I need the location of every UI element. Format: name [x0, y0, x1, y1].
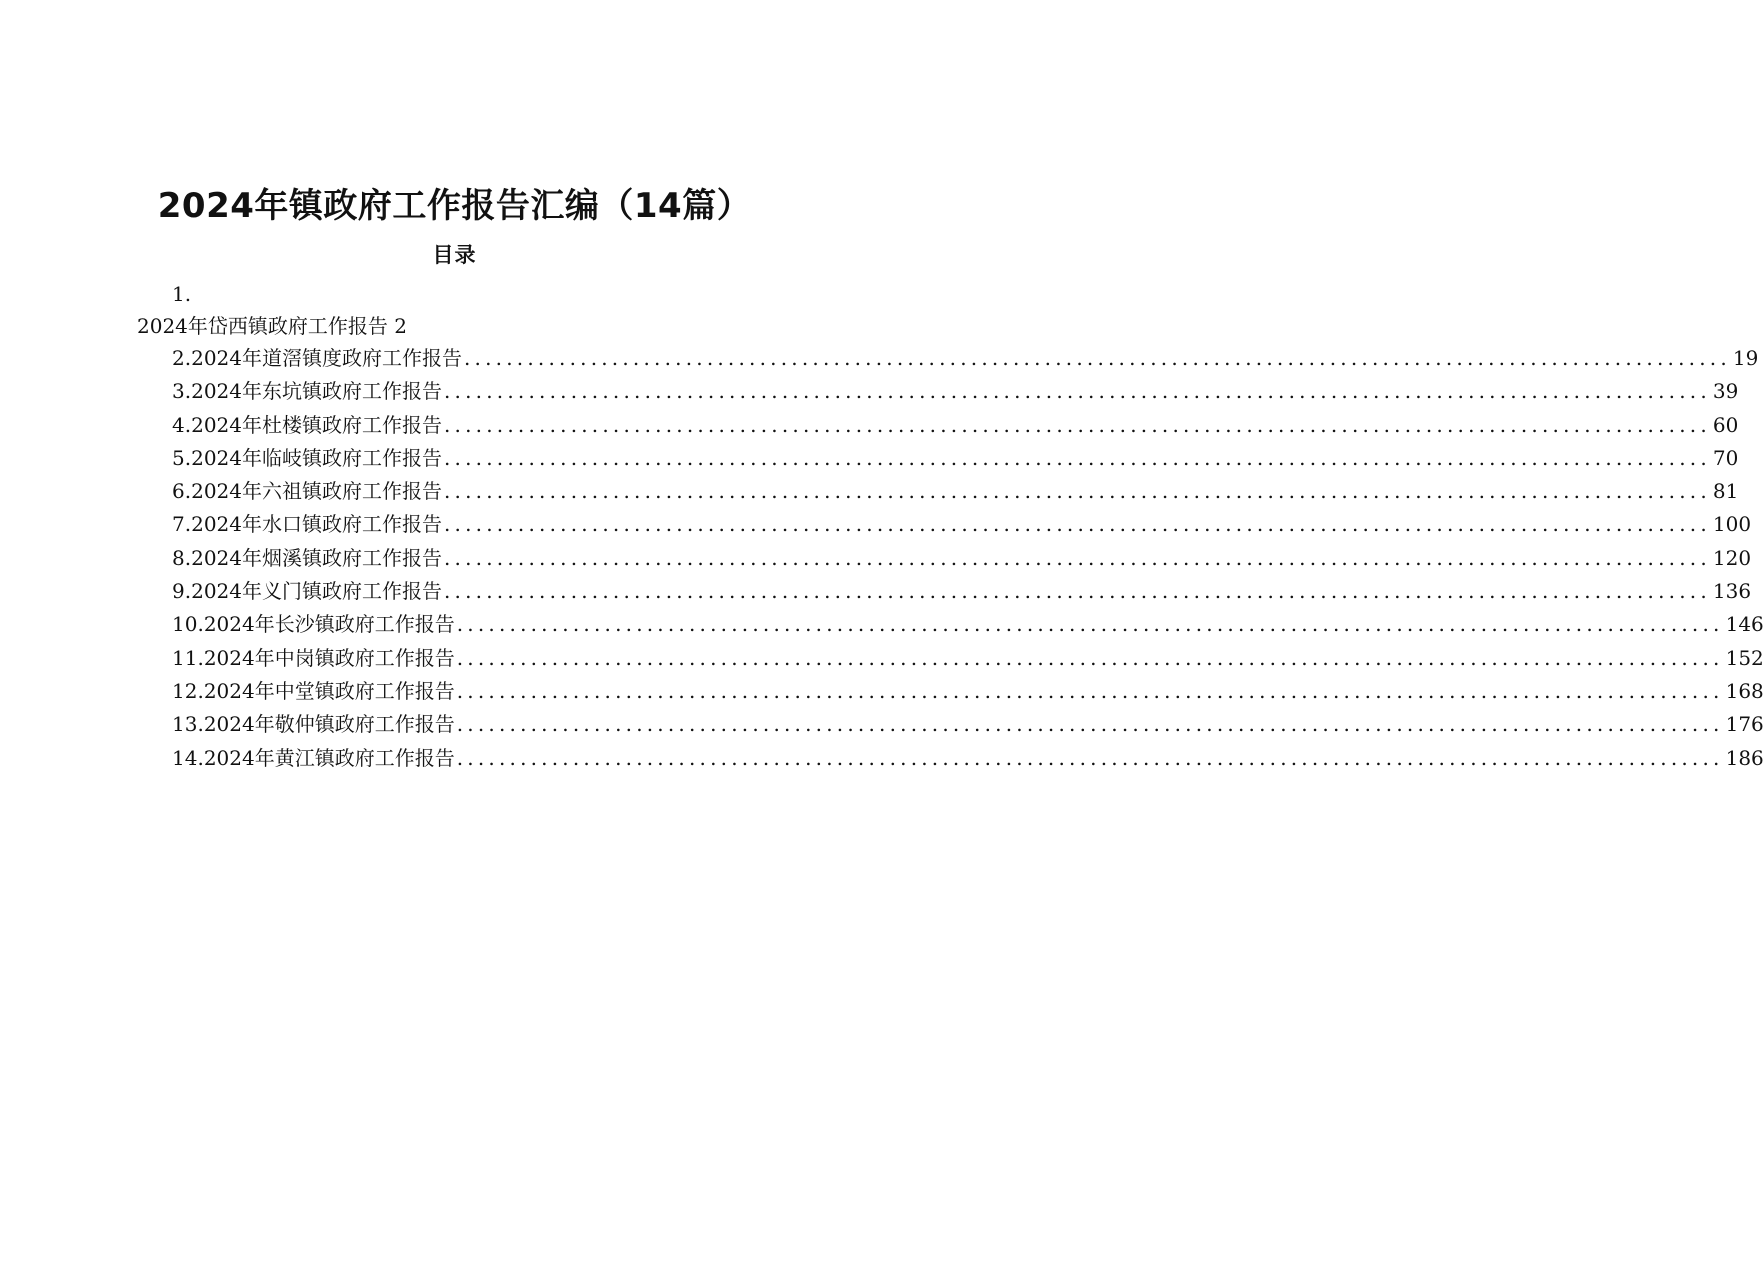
toc-page-number: 152 — [1725, 645, 1764, 670]
toc-page-number: 100 — [1712, 512, 1752, 537]
toc-entry[interactable] — [172, 478, 1739, 511]
toc-page-number: 60 — [1712, 412, 1739, 437]
toc-dot-leader: ........................................................................................................................ — [444, 445, 1711, 470]
toc-entry[interactable] — [172, 345, 1759, 378]
toc-page-number: 176 — [1725, 712, 1764, 737]
toc-dot-leader: ........................................................................................................................ — [464, 346, 1731, 370]
toc-entry-1-text[interactable]: 2024年岱西镇政府工作报告 2 — [137, 314, 407, 338]
toc-entry[interactable] — [172, 412, 1739, 445]
toc-dot-leader: ........................................................................................................................ — [456, 745, 1724, 770]
toc-dot-leader: ........................................................................................................................ — [456, 645, 1724, 670]
toc-dot-leader: ........................................................................................................................ — [444, 545, 1711, 570]
toc-page-number: 136 — [1712, 579, 1752, 604]
toc-entry-title: 7.2024年水口镇政府工作报告 — [172, 512, 442, 537]
toc-page-number: 168 — [1725, 678, 1764, 703]
toc-entry-title: 13.2024年敬仲镇政府工作报告 — [172, 712, 455, 737]
toc-entry[interactable] — [172, 645, 1764, 678]
toc-entry-title: 6.2024年六祖镇政府工作报告 — [172, 479, 442, 504]
toc-dot-leader: ........................................................................................................................ — [456, 612, 1724, 637]
toc-entry-title: 4.2024年杜楼镇政府工作报告 — [172, 412, 442, 437]
toc-page-number: 120 — [1712, 545, 1752, 570]
toc-entry[interactable] — [172, 545, 1752, 578]
toc-entry[interactable] — [172, 678, 1764, 711]
toc-dot-leader: ........................................................................................................................ — [444, 579, 1711, 604]
toc-entry[interactable] — [172, 378, 1739, 411]
toc-page-number: 19 — [1732, 346, 1759, 370]
toc-entry[interactable] — [172, 611, 1764, 644]
toc-dot-leader: ........................................................................................................................ — [456, 712, 1724, 737]
toc-entry[interactable] — [172, 711, 1764, 744]
toc-entry-title: 12.2024年中堂镇政府工作报告 — [172, 678, 455, 703]
table-of-contents — [172, 345, 1764, 778]
toc-entry-title: 9.2024年义门镇政府工作报告 — [172, 579, 442, 604]
toc-page-number: 39 — [1712, 379, 1739, 404]
toc-entry[interactable] — [172, 578, 1752, 611]
toc-entry-title: 5.2024年临岐镇政府工作报告 — [172, 445, 442, 470]
toc-page-number: 70 — [1712, 445, 1739, 470]
toc-entry-title: 3.2024年东坑镇政府工作报告 — [172, 379, 442, 404]
toc-dot-leader: ........................................................................................................................ — [444, 379, 1711, 404]
toc-entry-title: 11.2024年中岗镇政府工作报告 — [172, 645, 455, 670]
toc-heading: 目录 — [432, 243, 477, 267]
toc-dot-leader: ........................................................................................................................ — [456, 678, 1724, 703]
toc-entry-title: 10.2024年长沙镇政府工作报告 — [172, 612, 455, 637]
document-title: 2024年镇政府工作报告汇编（14篇） — [157, 185, 752, 226]
toc-entry-title: 14.2024年黄江镇政府工作报告 — [172, 745, 455, 770]
toc-entry[interactable] — [172, 445, 1739, 478]
toc-entry[interactable] — [172, 511, 1752, 544]
toc-dot-leader: ........................................................................................................................ — [444, 512, 1711, 537]
toc-entry-1-number[interactable]: 1. — [172, 282, 192, 306]
toc-entry[interactable] — [172, 745, 1764, 778]
toc-dot-leader: ........................................................................................................................ — [444, 479, 1711, 504]
toc-entry-title: 8.2024年烟溪镇政府工作报告 — [172, 545, 442, 570]
toc-page-number: 146 — [1725, 612, 1764, 637]
toc-entry-title: 2.2024年道滘镇度政府工作报告 — [172, 346, 462, 370]
toc-page-number: 186 — [1725, 745, 1764, 770]
toc-dot-leader: ........................................................................................................................ — [444, 412, 1711, 437]
toc-page-number: 81 — [1712, 479, 1739, 504]
